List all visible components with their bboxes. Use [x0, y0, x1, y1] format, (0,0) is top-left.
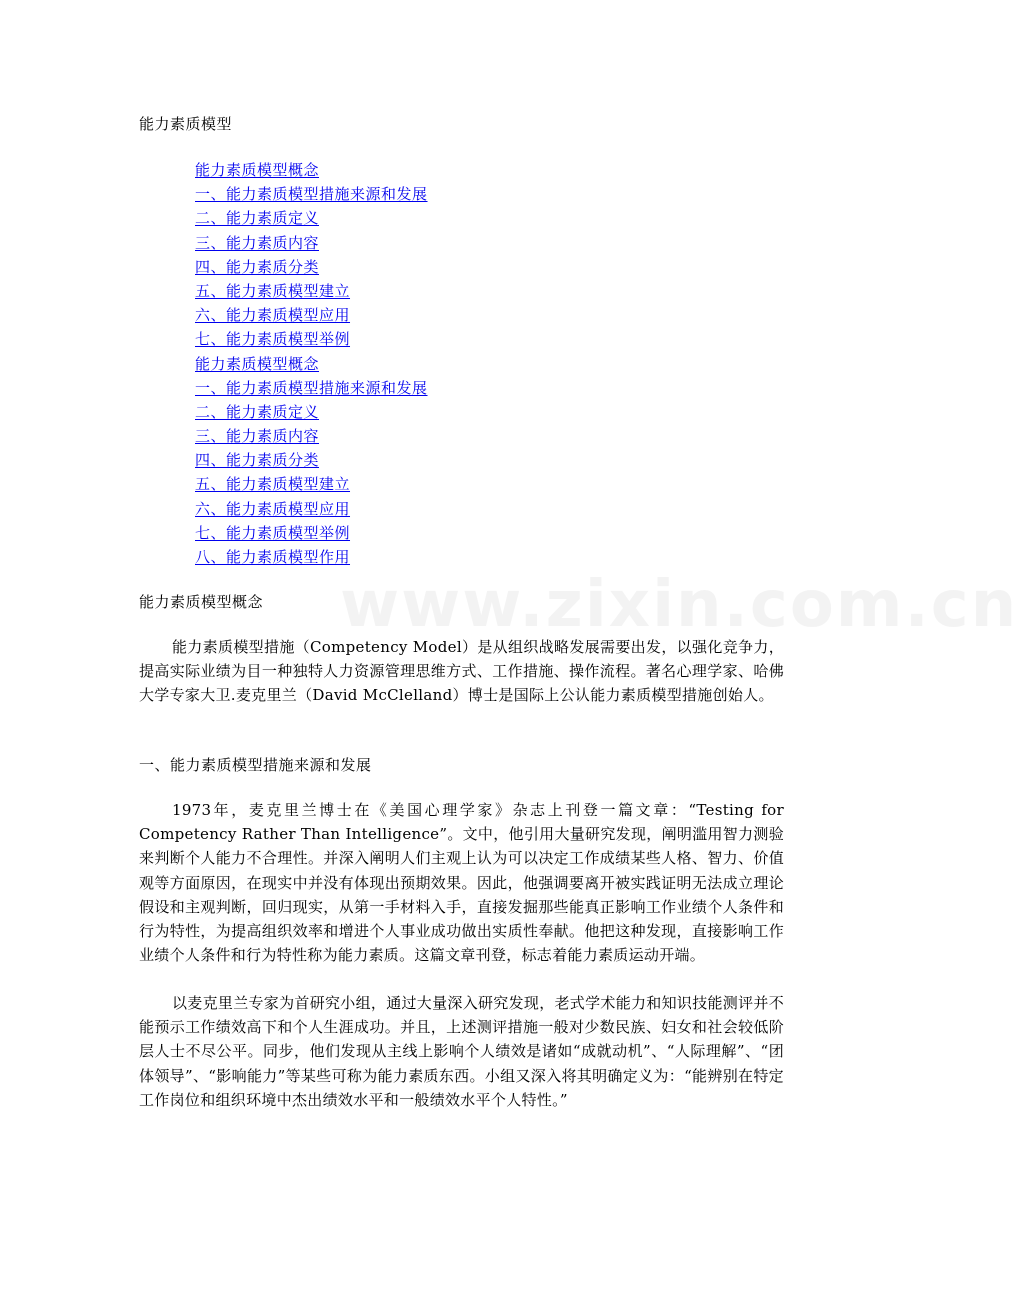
toc-item[interactable]	[195, 231, 428, 255]
toc-item[interactable]	[195, 158, 428, 182]
toc-link[interactable]: 七、能力素质模型举例	[195, 523, 351, 542]
toc-link[interactable]: 二、能力素质定义	[195, 209, 320, 228]
toc-link[interactable]: 能力素质模型概念	[195, 161, 320, 179]
toc-link[interactable]: 二、能力素质定义	[195, 402, 320, 421]
toc-link[interactable]: 一、能力素质模型措施来源和发展	[195, 185, 428, 204]
toc-item[interactable]	[195, 448, 428, 472]
toc-link[interactable]: 六、能力素质模型应用	[195, 306, 351, 325]
toc-item[interactable]	[195, 545, 428, 569]
paragraph: 1973年，麦克里兰博士在《美国心理学家》杂志上刊登一篇文章：“Testing for Competency Rather Than Intelligence”。文中，他引用大量研究发现，阐明滥用智力测验来判断个人能力不合理性。并深入阐明人们主观上认为可以决定工作成绩某些人格、智力、价值观等方面原因，在现实中并没有体现出预期效果。因此，他强调要离开被实践证明无法成立理论假设和主观判断，回归现实，从第一手材料入手，直接发掘那些能真正影响工作业绩个人条件和行为特性，为提高组织效率和增进个人事业成功做出实质性奉献。他把这种发现，直接影响工作业绩个人条件和行为特性称为能力素质。这篇文章刊登，标志着能力素质运动开端。	[139, 801, 784, 965]
toc-link[interactable]: 八、能力素质模型作用	[195, 548, 351, 566]
toc-item[interactable]	[195, 327, 428, 351]
toc-item[interactable]	[195, 303, 428, 327]
toc-item[interactable]	[195, 182, 428, 206]
toc-link[interactable]: 四、能力素质分类	[195, 451, 320, 470]
table-of-contents	[195, 158, 428, 569]
toc-link[interactable]: 一、能力素质模型措施来源和发展	[195, 378, 428, 397]
toc-link[interactable]: 三、能力素质内容	[195, 427, 320, 446]
toc-item[interactable]	[195, 376, 428, 400]
toc-item[interactable]	[195, 255, 428, 279]
toc-item[interactable]	[195, 400, 428, 424]
toc-link[interactable]: 六、能力素质模型应用	[195, 499, 351, 518]
section-heading-concept: 能力素质模型概念	[139, 593, 264, 611]
toc-link[interactable]: 能力素质模型概念	[195, 354, 320, 373]
toc-item[interactable]	[195, 521, 428, 545]
section-heading-origin: 一、能力素质模型措施来源和发展	[139, 756, 372, 774]
watermark: www.zixin.com.cn	[340, 568, 1018, 642]
paragraph: 以麦克里兰专家为首研究小组，通过大量深入研究发现，老式学术能力和知识技能测评并不能预示工作绩效高下和个人生涯成功。并且，上述测评措施一般对少数民族、妇女和社会较低阶层人士不尽公平。同步，他们发现从主线上影响个人绩效是诸如“成就动机”、“人际理解”、“团体领导”、“影响能力”等某些可称为能力素质东西。小组又深入将其明确定义为：“能辨别在特定工作岗位和组织环境中杰出绩效水平和一般绩效水平个人特性。”	[139, 994, 785, 1109]
document-title: 能力素质模型	[139, 115, 233, 133]
toc-link[interactable]: 五、能力素质模型建立	[195, 281, 351, 300]
toc-link[interactable]: 三、能力素质内容	[195, 233, 320, 252]
toc-item[interactable]	[195, 497, 428, 521]
toc-link[interactable]: 五、能力素质模型建立	[195, 475, 351, 494]
toc-item[interactable]	[195, 424, 428, 448]
toc-item[interactable]	[195, 352, 428, 376]
toc-item[interactable]	[195, 279, 428, 303]
toc-link[interactable]: 七、能力素质模型举例	[195, 330, 351, 349]
paragraph: 能力素质模型措施（Competency Model）是从组织战略发展需要出发，以强化竞争力，提高实际业绩为目一种独特人力资源管理思维方式、工作措施、操作流程。著名心理学家、哈佛大学专家大卫.麦克里兰（David McClelland）博士是国际上公认能力素质模型措施创始人。	[139, 638, 784, 705]
toc-item[interactable]	[195, 206, 428, 230]
toc-item[interactable]	[195, 472, 428, 496]
toc-link[interactable]: 四、能力素质分类	[195, 257, 320, 276]
